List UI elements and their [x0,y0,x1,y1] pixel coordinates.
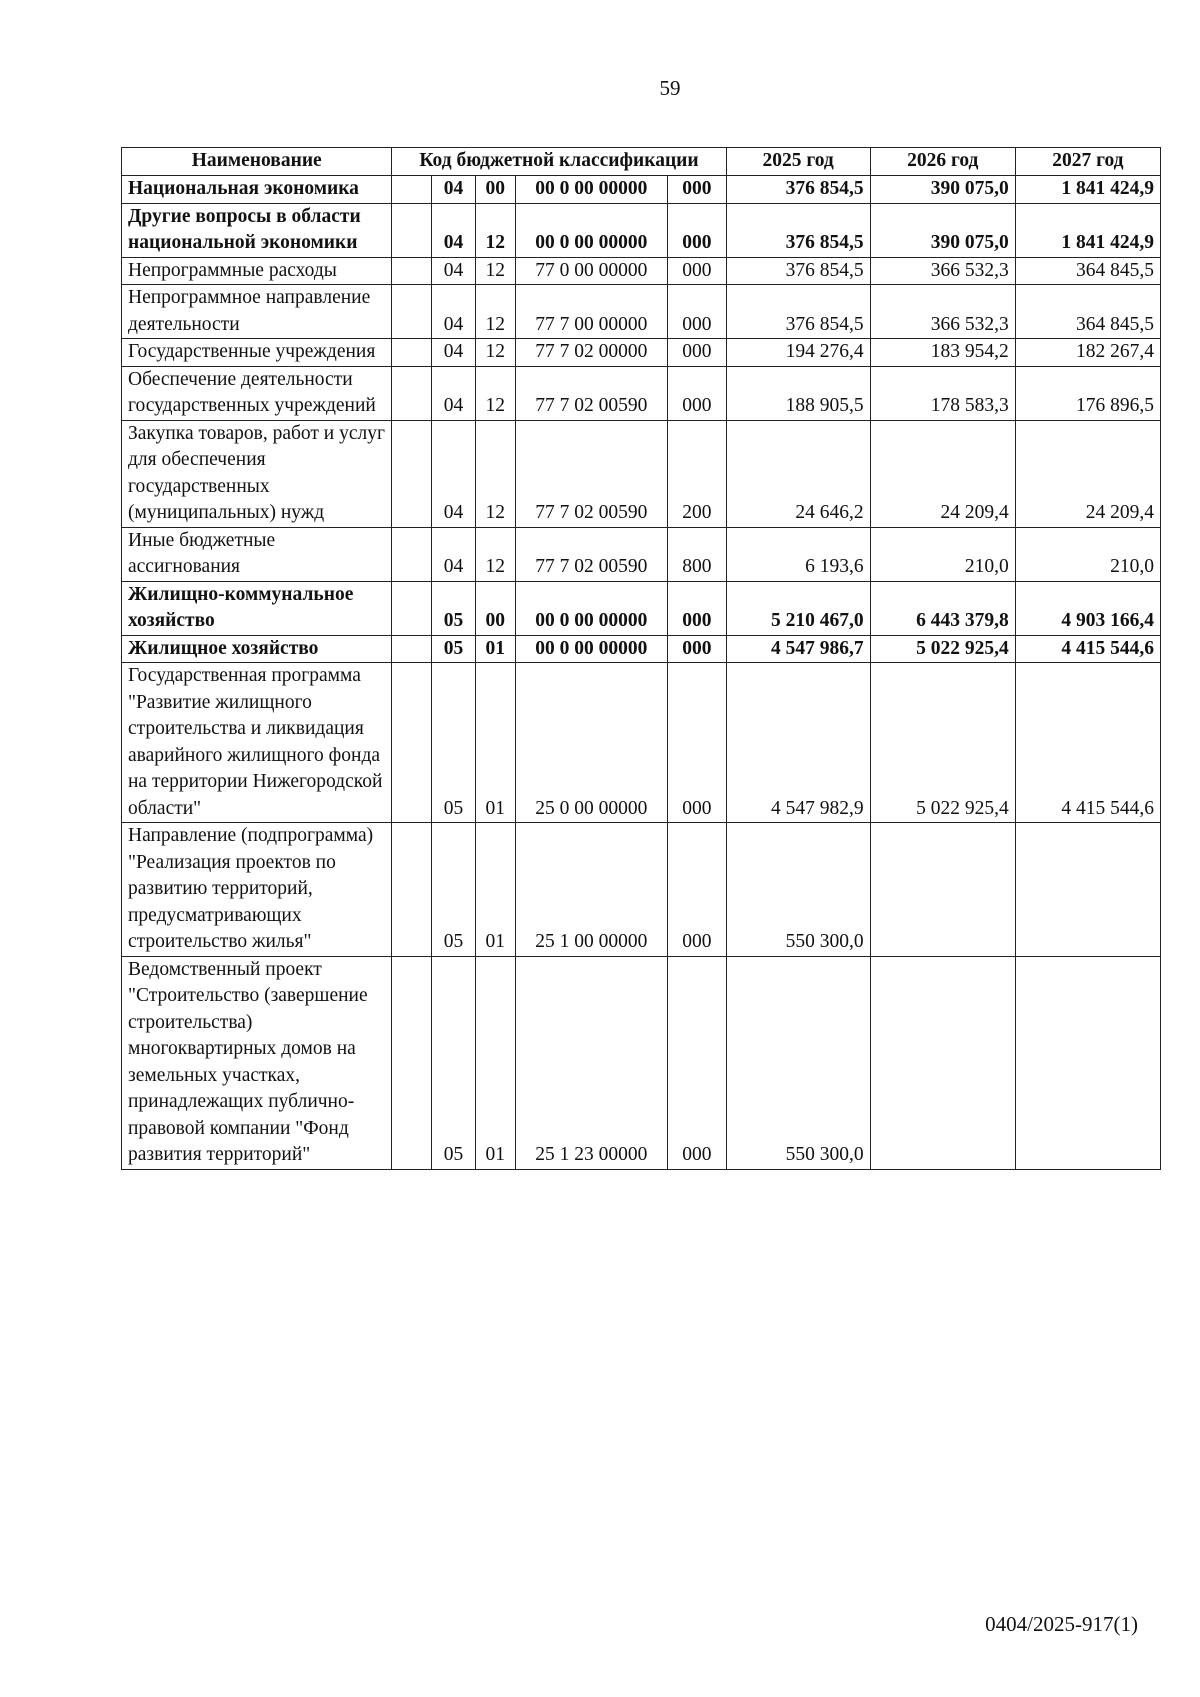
cell-section: 05 [432,663,476,823]
cell-empty [392,823,432,957]
cell-target-code: 00 0 00 00000 [515,176,667,204]
cell-name: Жилищно-коммунальное хозяйство [122,581,392,635]
table-row [122,339,1161,367]
table-row [122,956,1161,1169]
cell-2026 [870,956,1015,1169]
cell-subsection: 00 [475,176,515,204]
cell-2026: 390 075,0 [870,203,1015,257]
cell-expense-type: 000 [668,285,726,339]
cell-empty [392,956,432,1169]
cell-expense-type: 000 [668,176,726,204]
cell-subsection: 00 [475,581,515,635]
cell-expense-type: 200 [668,420,726,527]
cell-section: 04 [432,285,476,339]
cell-name: Государственные учреждения [122,339,392,367]
cell-empty [392,635,432,663]
cell-expense-type: 000 [668,257,726,285]
cell-target-code: 77 7 02 00590 [515,366,667,420]
cell-target-code: 77 7 00 00000 [515,285,667,339]
table-row [122,823,1161,957]
cell-name: Ведомственный проект "Строительство (завершение строительства) многоквартирных домов на земельных участках, принадлежащих публично-правовой компании "Фонд развития территорий" [122,956,392,1169]
cell-2027: 1 841 424,9 [1015,203,1160,257]
cell-empty [392,285,432,339]
cell-name: Государственная программа "Развитие жилищного строительства и ликвидация аварийного жилищного фонда на территории Нижегородской области" [122,663,392,823]
cell-subsection: 12 [475,257,515,285]
cell-expense-type: 000 [668,663,726,823]
cell-2025: 376 854,5 [726,176,870,204]
cell-subsection: 12 [475,527,515,581]
cell-section: 04 [432,176,476,204]
cell-2027: 364 845,5 [1015,257,1160,285]
cell-2026: 390 075,0 [870,176,1015,204]
cell-target-code: 77 7 02 00590 [515,527,667,581]
cell-section: 04 [432,203,476,257]
cell-section: 04 [432,257,476,285]
cell-2026: 5 022 925,4 [870,663,1015,823]
cell-2027: 4 903 166,4 [1015,581,1160,635]
cell-target-code: 77 7 02 00590 [515,420,667,527]
table-row [122,203,1161,257]
header-row [122,148,1161,176]
cell-subsection: 01 [475,663,515,823]
budget-table [121,147,1161,1170]
cell-2025: 550 300,0 [726,956,870,1169]
cell-subsection: 01 [475,635,515,663]
cell-2026: 210,0 [870,527,1015,581]
cell-name: Непрограммные расходы [122,257,392,285]
cell-2025: 376 854,5 [726,203,870,257]
cell-section: 05 [432,581,476,635]
cell-subsection: 12 [475,203,515,257]
cell-subsection: 01 [475,823,515,957]
cell-expense-type: 000 [668,635,726,663]
header-2027: 2027 год [1015,148,1160,176]
cell-subsection: 12 [475,285,515,339]
cell-empty [392,339,432,367]
cell-name: Непрограммное направление деятельности [122,285,392,339]
cell-2027 [1015,956,1160,1169]
cell-section: 04 [432,420,476,527]
table-row [122,257,1161,285]
table-row [122,176,1161,204]
cell-2025: 376 854,5 [726,257,870,285]
cell-target-code: 00 0 00 00000 [515,581,667,635]
cell-empty [392,366,432,420]
cell-2026: 6 443 379,8 [870,581,1015,635]
header-code: Код бюджетной классификации [392,148,726,176]
cell-target-code: 25 1 23 00000 [515,956,667,1169]
cell-empty [392,203,432,257]
cell-2027: 210,0 [1015,527,1160,581]
cell-2027: 1 841 424,9 [1015,176,1160,204]
cell-subsection: 12 [475,339,515,367]
cell-subsection: 01 [475,956,515,1169]
cell-section: 05 [432,956,476,1169]
cell-2025: 6 193,6 [726,527,870,581]
cell-target-code: 77 7 02 00000 [515,339,667,367]
cell-empty [392,527,432,581]
cell-2025: 4 547 986,7 [726,635,870,663]
cell-empty [392,420,432,527]
cell-2026: 5 022 925,4 [870,635,1015,663]
cell-2026: 178 583,3 [870,366,1015,420]
cell-name: Другие вопросы в области национальной экономики [122,203,392,257]
cell-expense-type: 000 [668,366,726,420]
cell-2025: 550 300,0 [726,823,870,957]
cell-target-code: 25 0 00 00000 [515,663,667,823]
header-2026: 2026 год [870,148,1015,176]
cell-subsection: 12 [475,366,515,420]
cell-2026: 366 532,3 [870,285,1015,339]
cell-2026: 183 954,2 [870,339,1015,367]
cell-name: Жилищное хозяйство [122,635,392,663]
cell-2027: 4 415 544,6 [1015,635,1160,663]
cell-2025: 376 854,5 [726,285,870,339]
cell-expense-type: 000 [668,823,726,957]
cell-section: 04 [432,339,476,367]
table-row [122,527,1161,581]
cell-expense-type: 000 [668,956,726,1169]
cell-target-code: 77 0 00 00000 [515,257,667,285]
cell-target-code: 25 1 00 00000 [515,823,667,957]
cell-2026: 24 209,4 [870,420,1015,527]
cell-section: 05 [432,823,476,957]
header-2025: 2025 год [726,148,870,176]
cell-2027: 4 415 544,6 [1015,663,1160,823]
cell-expense-type: 000 [668,203,726,257]
cell-name: Иные бюджетные ассигнования [122,527,392,581]
cell-2025: 194 276,4 [726,339,870,367]
table-row [122,285,1161,339]
cell-target-code: 00 0 00 00000 [515,635,667,663]
cell-2025: 5 210 467,0 [726,581,870,635]
cell-section: 04 [432,366,476,420]
cell-2025: 24 646,2 [726,420,870,527]
cell-expense-type: 000 [668,581,726,635]
cell-2027 [1015,823,1160,957]
cell-empty [392,581,432,635]
cell-2027: 24 209,4 [1015,420,1160,527]
cell-2027: 364 845,5 [1015,285,1160,339]
table-body [122,176,1161,1170]
cell-2025: 188 905,5 [726,366,870,420]
document-code: 0404/2025-917(1) [985,1612,1138,1636]
cell-empty [392,176,432,204]
cell-2027: 176 896,5 [1015,366,1160,420]
cell-2025: 4 547 982,9 [726,663,870,823]
cell-empty [392,663,432,823]
cell-name: Направление (подпрограмма) "Реализация проектов по развитию территорий, предусматривающих строительство жилья" [122,823,392,957]
cell-section: 04 [432,527,476,581]
cell-name: Закупка товаров, работ и услуг для обеспечения государственных (муниципальных) нужд [122,420,392,527]
table-row [122,581,1161,635]
table-row [122,635,1161,663]
cell-expense-type: 800 [668,527,726,581]
cell-empty [392,257,432,285]
cell-expense-type: 000 [668,339,726,367]
cell-name: Национальная экономика [122,176,392,204]
cell-target-code: 00 0 00 00000 [515,203,667,257]
cell-name: Обеспечение деятельности государственных учреждений [122,366,392,420]
header-name: Наименование [122,148,392,176]
cell-2026: 366 532,3 [870,257,1015,285]
table-row [122,420,1161,527]
page-number: 59 [659,76,681,100]
cell-2027: 182 267,4 [1015,339,1160,367]
cell-subsection: 12 [475,420,515,527]
cell-2026 [870,823,1015,957]
table-row [122,366,1161,420]
cell-section: 05 [432,635,476,663]
table-row [122,663,1161,823]
